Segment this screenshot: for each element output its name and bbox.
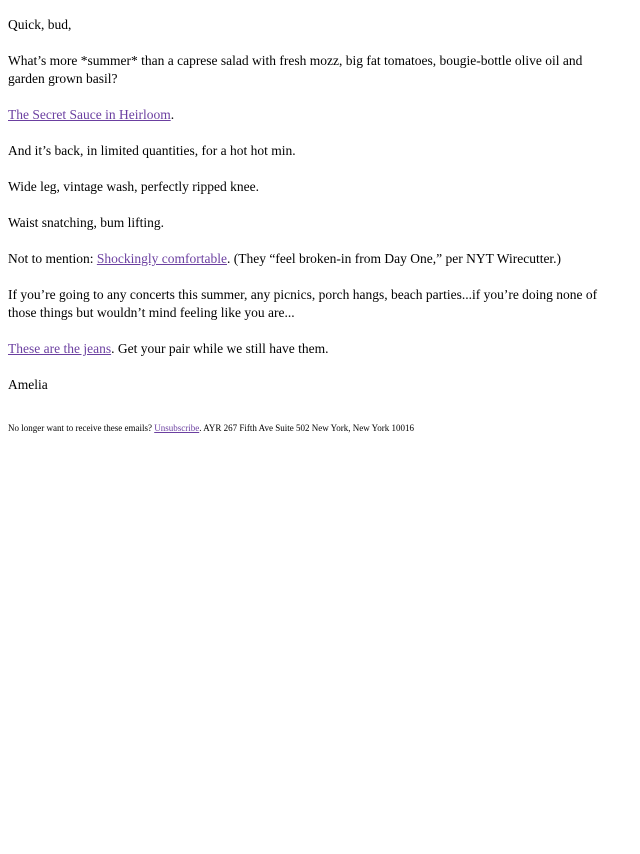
paragraph-waist: Waist snatching, bum lifting.: [8, 215, 165, 230]
signature: Amelia: [8, 377, 48, 392]
paragraph-back: And it’s back, in limited quantities, for a hot hot min.: [8, 143, 296, 158]
email-footer: [8, 422, 616, 434]
shockingly-comfortable-link[interactable]: Shockingly comfortable: [96, 251, 227, 266]
paragraph-text: . Get your pair while we still have them.: [111, 341, 329, 356]
these-are-the-jeans-link[interactable]: These are the jeans: [8, 341, 112, 356]
footer-address: . AYR 267 Fifth Ave Suite 502 New York, New York 10016: [199, 423, 414, 433]
paragraph-text: Not to mention:: [8, 251, 97, 266]
unsubscribe-link[interactable]: Unsubscribe: [154, 423, 200, 433]
footer-text: No longer want to receive these emails?: [8, 423, 155, 433]
paragraph-concerts: If you’re going to any concerts this summer, any picnics, porch hangs, beach parties...if you’re doing none of those things but wouldn’t mind feeling like you are...: [8, 287, 598, 320]
email-body: [0, 0, 624, 434]
paragraph-comfortable: [8, 250, 616, 268]
paragraph-jeans: [8, 340, 616, 358]
paragraph-wide-leg: Wide leg, vintage wash, perfectly ripped knee.: [8, 179, 259, 194]
paragraph-text: .: [170, 107, 175, 122]
paragraph-caprese: What’s more *summer* than a caprese salad with fresh mozz, big fat tomatoes, bougie-bottle olive oil and garden grown basil?: [8, 53, 583, 86]
secret-sauce-link[interactable]: The Secret Sauce in Heirloom: [8, 107, 171, 122]
greeting: Quick, bud,: [8, 17, 72, 32]
paragraph-text: . (They “feel broken-in from Day One,” per NYT Wirecutter.): [226, 251, 562, 266]
paragraph-secret-sauce: [8, 106, 616, 124]
